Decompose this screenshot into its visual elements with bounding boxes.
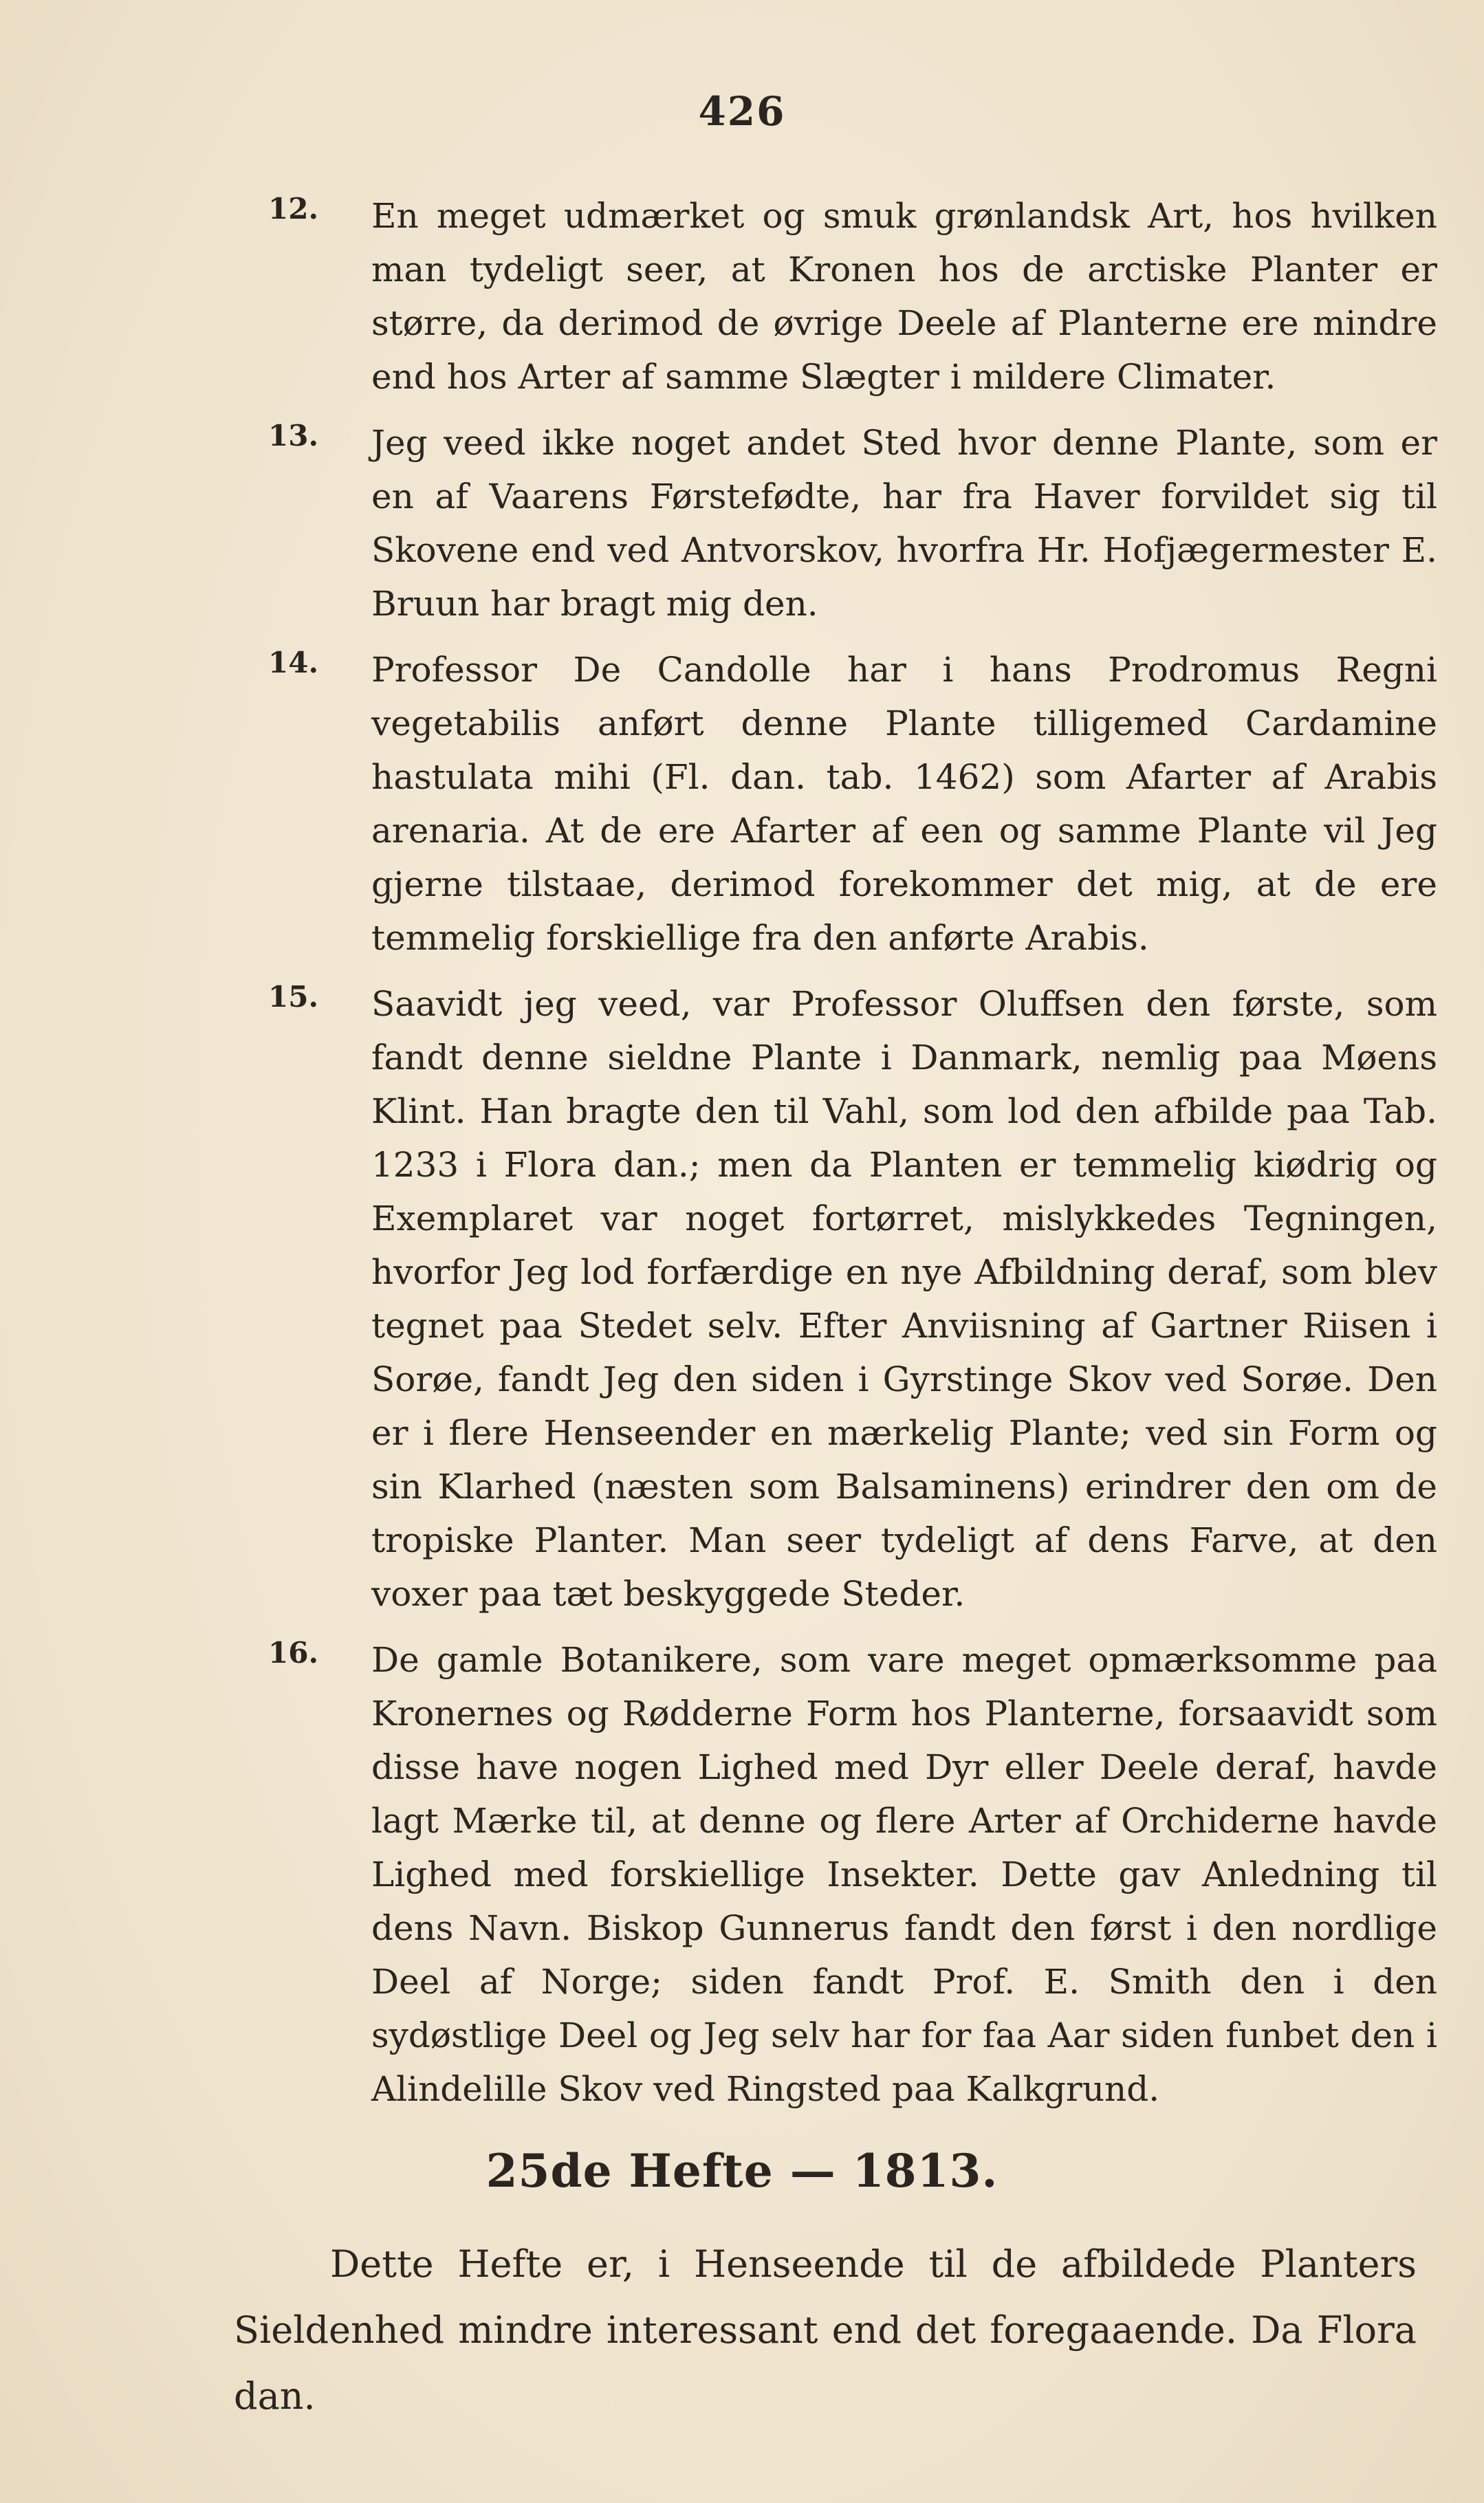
note-text: De gamle Botanikere, som vare meget opmærksomme paa Kronernes og Rødderne Form hos Planterne, forsaavidt som disse have nogen Lighed med Dyr eller Deele deraf, havde lagt Mærke til, at denne og flere Arter af Orchiderne havde Lighed med forskiellige Insekter. Dette gav Anledning til dens Navn. Biskop Gunnerus fandt den først i den nordlige Deel af Norge; siden fandt Prof. E. Smith den i den sydøstlige Deel og Jeg selv har for faa Aar siden funbet den i Alindelille Skov ved Ringsted paa Kalkgrund. <box>371 1640 1437 2109</box>
note-number: 16. <box>268 1636 319 1670</box>
note-text: Saavidt jeg veed, var Professor Oluffsen den første, som fandt denne sieldne Plante i Danmark, nemlig paa Møens Klint. Han bragte den til Vahl, som lod den afbilde paa Tab. 1233 i Flora dan.; men da Planten er temmelig kiødrig og Exemplaret var noget fortørret, mislykkedes Tegningen, hvorfor Jeg lod forfærdige en nye Afbildning deraf, som blev tegnet paa Stedet selv. Efter Anviisning af Gartner Riisen i Sorøe, fandt Jeg den siden i Gyrstinge Skov ved Sorøe. Den er i flere Henseender en mærkelig Plante; ved sin Form og sin Klarhed (næsten som Balsaminens) erindrer den om de tropiske Planter. Man seer tydeligt af dens Farve, at den voxer paa tæt beskyggede Steder. <box>371 984 1437 1614</box>
note-15 <box>268 977 1441 1621</box>
note-12 <box>268 189 1441 404</box>
page-number: 426 <box>698 88 786 135</box>
note-13 <box>268 416 1441 631</box>
note-text: Professor De Candolle har i hans Prodromus Regni vegetabilis anført denne Plante tilligemed Cardamine hastulata mihi (Fl. dan. tab. 1462) som Afarter af Arabis arenaria. At de ere Afarter af een og samme Plante vil Jeg gjerne tilstaae, derimod forekommer det mig, at de ere temmelig forskiellige fra den anførte Arabis. <box>371 650 1437 958</box>
note-number: 12. <box>268 192 319 226</box>
notes-list <box>268 189 1441 2128</box>
note-14 <box>268 643 1441 965</box>
note-number: 15. <box>268 980 319 1014</box>
note-number: 14. <box>268 646 319 679</box>
section-heading: 25de Hefte — 1813. <box>485 2144 999 2198</box>
closing-paragraph: Dette Hefte er, i Henseende til de afbildede Planters Sieldenhed mindre interessant end det foregaaende. Da Flora dan. <box>234 2242 1417 2418</box>
note-text: Jeg veed ikke noget andet Sted hvor denne Plante, som er en af Vaarens Førstefødte, har fra Haver forvildet sig til Skovene end ved Antvorskov, hvorfra Hr. Hofjægermester E. Bruun har bragt mig den. <box>371 423 1437 624</box>
note-number: 13. <box>268 419 319 452</box>
note-16 <box>268 1633 1441 2116</box>
note-text: En meget udmærket og smuk grønlandsk Art, hos hvilken man tydeligt seer, at Kronen hos de arctiske Planter er større, da derimod de øvrige Deele af Planterne ere mindre end hos Arter af samme Slægter i mildere Climater. <box>371 196 1437 397</box>
